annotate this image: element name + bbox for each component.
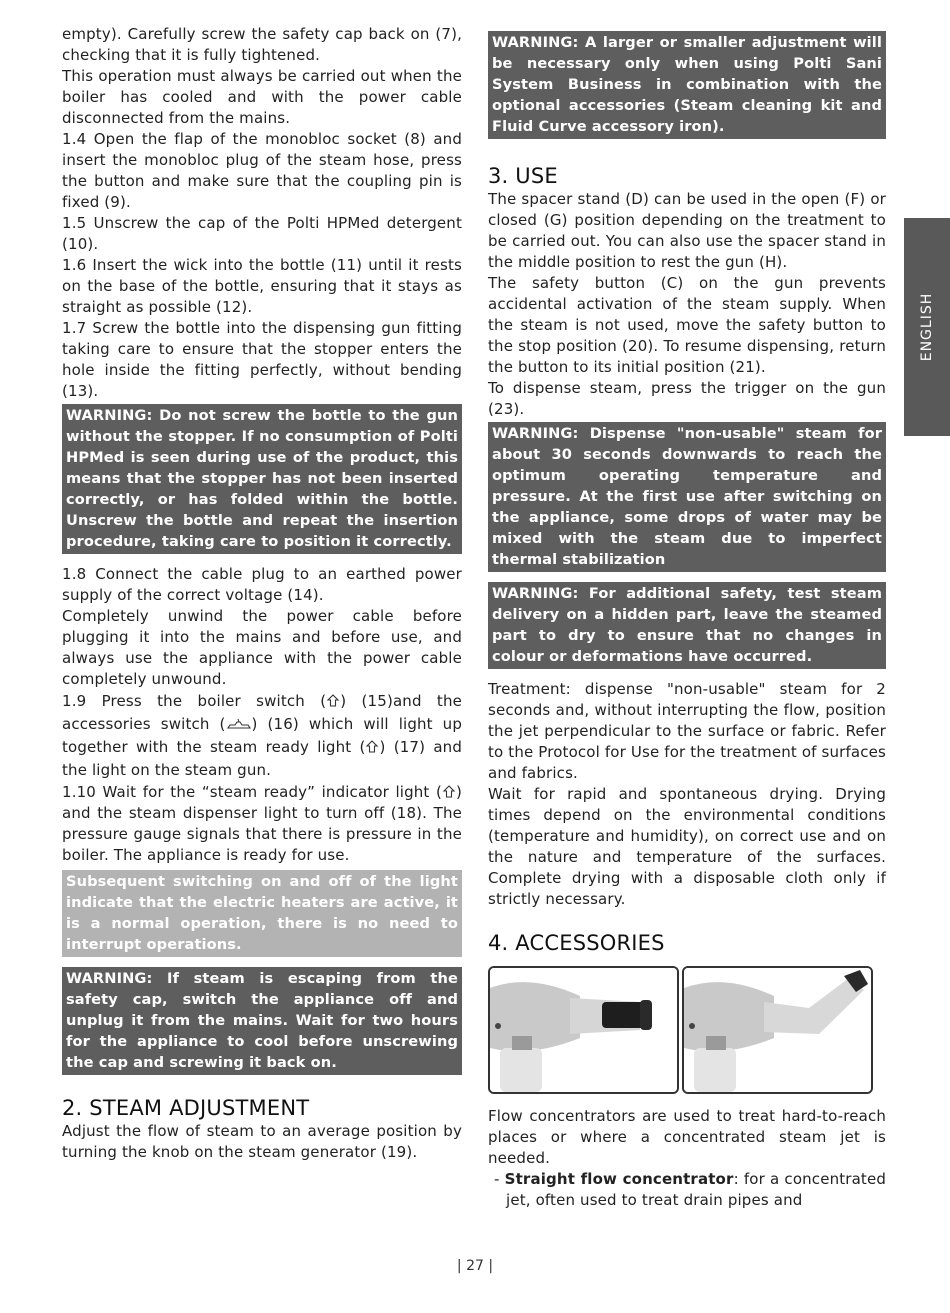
boiler-icon — [326, 692, 340, 706]
language-tab — [904, 218, 950, 436]
paragraph: Completely unwind the power cable before plugging it into the mains and before use, and always use the appliance with the power cable completely unwound. — [62, 607, 462, 688]
accessory-images — [488, 966, 886, 1094]
right-column — [488, 31, 886, 1211]
paragraph: Adjust the flow of steam to an average position by turning the knob on the steam generator (19). — [62, 1122, 462, 1161]
section-heading-steam-adjustment: 2. STEAM ADJUSTMENT — [62, 1096, 310, 1120]
curved-concentrator-image — [682, 966, 873, 1094]
paragraph: The spacer stand (D) can be used in the open (F) or closed (G) position depending on the treatment to be carried out. You can also use the spacer stand in the middle position to rest the gun (H). — [488, 190, 886, 271]
text-run: ) (15)and the accessories switch ( — [62, 692, 462, 733]
step-1-6: 1.6 Insert the wick into the bottle (11) until it rests on the base of the bottle, ensuring that it stays as straight as possible (12). — [62, 256, 462, 316]
warning-box-stopper: WARNING: Do not screw the bottle to the gun without the stopper. If no consumption of Polti HPMed is seen during use of the product, this means that the stopper has not been inserted correctly, or has folded within the bottle. Unscrew the bottle and repeat the insertion procedure, taking care to position it correctly. — [62, 404, 462, 554]
page-number: | 27 | — [456, 1258, 494, 1274]
paragraph: Treatment: dispense "non-usable" steam for 2 seconds and, without interrupting the flow, position the jet perpendicular to the surface or fabric. Refer to the Protocol for Use for the treatment of surfaces and fabrics. — [488, 680, 886, 782]
section-heading-accessories: 4. ACCESSORIES — [488, 931, 665, 955]
text-run: ) and the steam dispenser light to turn off (18). The pressure gauge signals that there is pressure in the boiler. The appliance is ready for use. — [62, 783, 462, 864]
paragraph: empty). Carefully screw the safety cap back on (7), checking that it is fully tightened. — [62, 25, 462, 64]
note-box-heaters: Subsequent switching on and off of the light indicate that the electric heaters are active, it is a normal operation, there is no need to interrupt operations. — [62, 870, 462, 957]
steam-ready-icon — [442, 784, 456, 798]
text-run: 1.9 Press the boiler switch ( — [62, 692, 327, 710]
paragraph: To dispense steam, press the trigger on the gun (23). — [488, 379, 886, 418]
term-straight-flow-concentrator: Straight flow concentrator — [504, 1170, 734, 1188]
straight-concentrator-image — [488, 966, 679, 1094]
paragraph: Flow concentrators are used to treat hard-to-reach places or where a concentrated steam jet is needed. — [488, 1107, 886, 1167]
step-1-7: 1.7 Screw the bottle into the dispensing gun fitting taking care to ensure that the stopper enters the hole inside the fitting perfectly, without bending (13). — [62, 319, 462, 400]
list-text: : for a concentrated jet, often used to treat drain pipes and — [506, 1170, 887, 1209]
step-1-9 — [62, 690, 462, 782]
step-1-10 — [62, 782, 462, 866]
warning-box-adjustment: WARNING: A larger or smaller adjustment will be necessary only when using Polti Sani System Business in combination with the optional accessories (Steam cleaning kit and Fluid Curve accessory iron). — [488, 31, 886, 139]
warning-box-safety-cap: WARNING: If steam is escaping from the safety cap, switch the appliance off and unplug it from the mains. Wait for two hours for the appliance to cool before unscrewing the cap and screwing it back on. — [62, 967, 462, 1075]
section-heading-use: 3. USE — [488, 164, 558, 188]
text-run: 1.10 Wait for the “steam ready” indicator light ( — [62, 783, 442, 801]
left-column — [62, 24, 462, 1163]
paragraph: The safety button (C) on the gun prevents accidental activation of the steam supply. When the steam is not used, move the safety button to the stop position (20). To resume dispensing, return the button to its initial position (21). — [488, 274, 886, 376]
warning-box-test-steam: WARNING: For additional safety, test steam delivery on a hidden part, leave the steamed part to dry to ensure that no changes in colour or deformations have occurred. — [488, 582, 886, 669]
language-label: ENGLISH — [919, 292, 935, 362]
text-run: ) (16) which will light up together with the steam ready light ( — [62, 715, 463, 756]
warning-box-non-usable-steam: WARNING: Dispense "non-usable" steam for about 30 seconds downwards to reach the optimum operating temperature and pressure. At the first use after switching on the appliance, some drops of water may be mixed with the steam due to imperfect thermal stabilization — [488, 422, 886, 572]
paragraph: This operation must always be carried out when the boiler has cooled and with the power cable disconnected from the mains. — [62, 67, 462, 127]
steam-ready-icon — [365, 738, 379, 752]
list-bullet: - — [494, 1170, 505, 1188]
accessories-icon — [226, 715, 252, 729]
step-1-8: 1.8 Connect the cable plug to an earthed power supply of the correct voltage (14). — [62, 565, 462, 604]
step-1-5: 1.5 Unscrew the cap of the Polti HPMed detergent (10). — [62, 214, 462, 253]
paragraph: Wait for rapid and spontaneous drying. Drying times depend on the environmental conditions (temperature and humidity), on correct use and on the nature and temperature of the surfaces. Complete drying with a disposable cloth only if strictly necessary. — [488, 785, 886, 908]
list-item-straight-concentrator — [488, 1169, 886, 1211]
text-run: ) (17) and the light on the steam gun. — [62, 738, 462, 779]
step-1-4: 1.4 Open the flap of the monobloc socket (8) and insert the monobloc plug of the steam hose, press the button and make sure that the coupling pin is fixed (9). — [62, 130, 462, 211]
